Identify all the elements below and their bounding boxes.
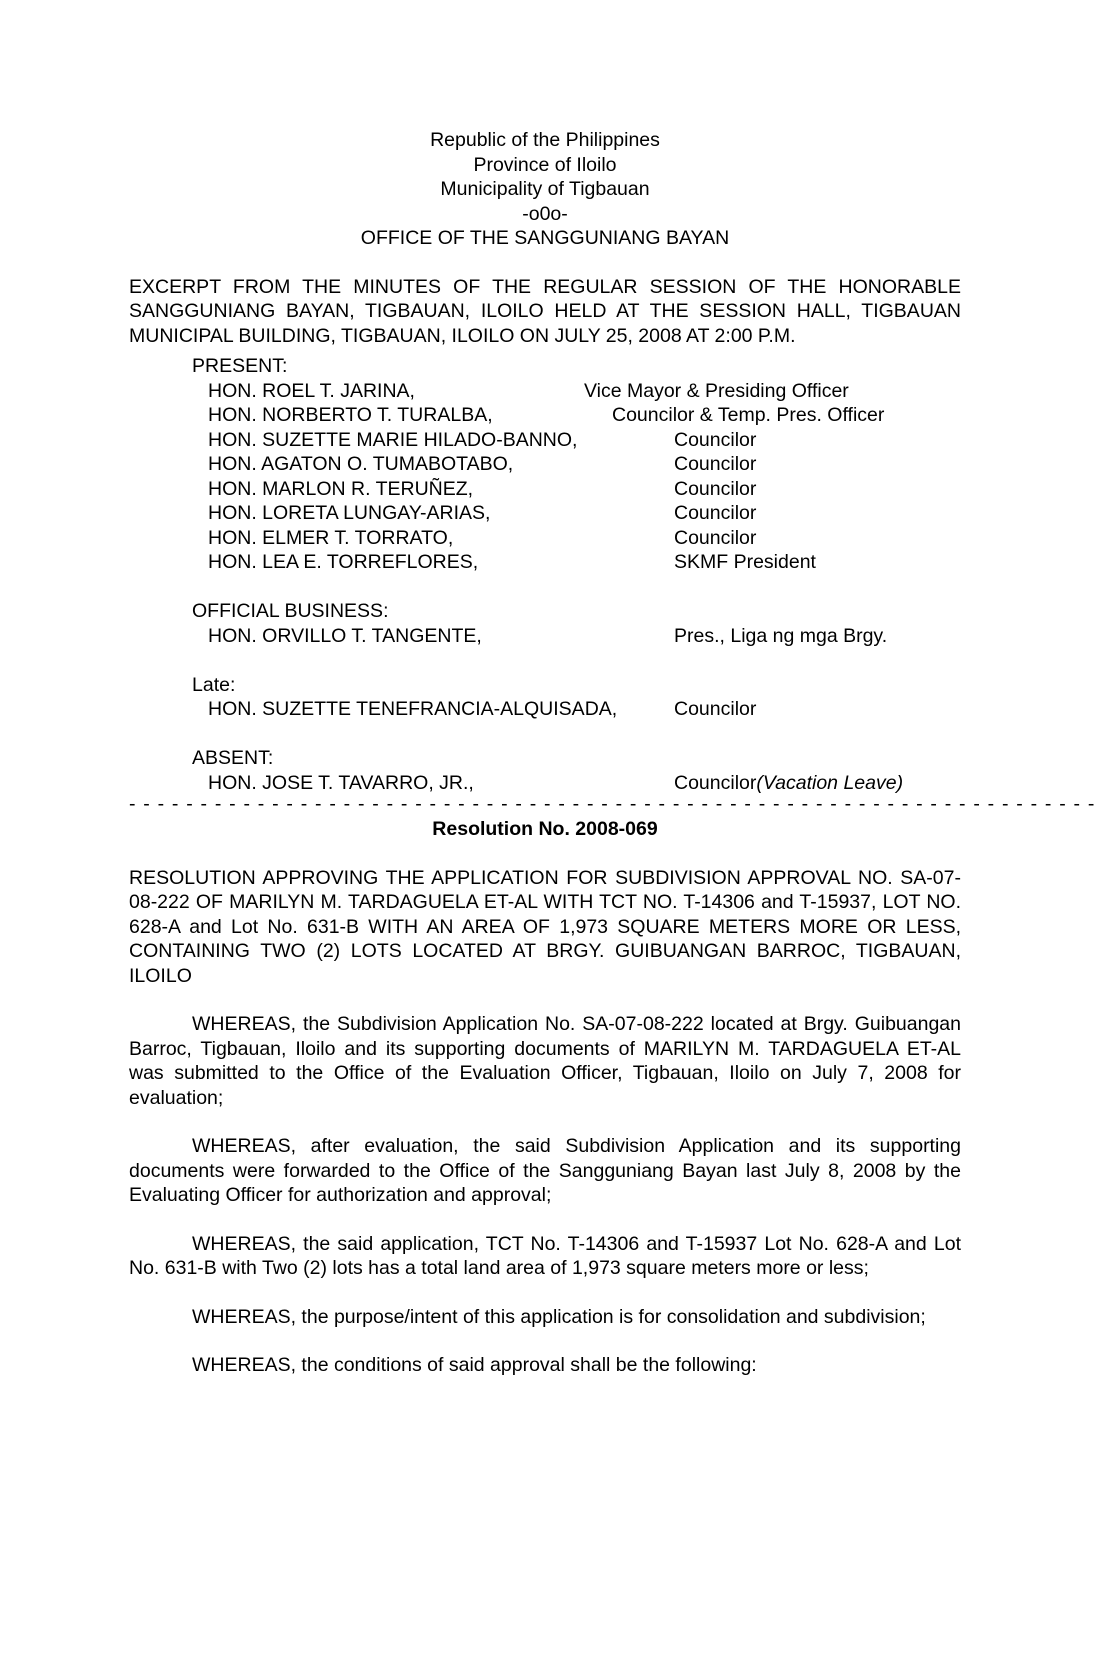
- attendee-row: [192, 771, 961, 796]
- document-content: [129, 128, 1096, 1378]
- attendee-name: HON. SUZETTE TENEFRANCIA-ALQUISADA,: [208, 698, 618, 720]
- attendee-name: HON. MARLON R. TERUÑEZ,: [208, 477, 474, 500]
- attendee-name: HON. SUZETTE MARIE HILADO-BANNO,: [208, 428, 578, 451]
- whereas-paragraph: WHEREAS, the conditions of said approval shall be the following:: [192, 1354, 757, 1376]
- attendee-role: Councilor & Temp. Pres. Officer: [612, 404, 885, 426]
- header-municipality: Municipality of Tigbauan: [440, 178, 650, 200]
- attendee-name: HON. LORETA LUNGAY-ARIAS,: [208, 502, 491, 524]
- attendee-role: Councilor: [674, 698, 757, 720]
- late-label: Late:: [192, 673, 236, 696]
- attendee-role: Councilor: [674, 453, 757, 475]
- attendee-row: [192, 477, 961, 502]
- resolution-number: Resolution No. 2008-069: [432, 818, 658, 840]
- attendee-role: Councilor: [674, 428, 757, 451]
- absent-role: Councilor: [674, 771, 757, 794]
- attendee-row: [192, 697, 961, 722]
- whereas-paragraph: WHEREAS, the said application, TCT No. T-14306 and T-15937 Lot No. 628-A and Lot No. 631-B with Two (2) lots has a total land area of 1,973 square meters more or less;: [129, 1232, 961, 1279]
- attendance-list: [192, 354, 961, 795]
- header-office: OFFICE OF THE SANGGUNIANG BAYAN: [360, 227, 730, 249]
- attendee-name: HON. ROEL T. JARINA,: [208, 379, 415, 402]
- header-ornament: -o0o-: [522, 202, 568, 225]
- header-province: Province of Iloilo: [473, 153, 617, 176]
- whereas-paragraph: WHEREAS, after evaluation, the said Subdivision Application and its supporting documents were forwarded to the Office of the Sangguniang Bayan last July 8, 2008 by the Evaluating Officer for authorization and approval;: [129, 1135, 961, 1206]
- attendee-name: HON. NORBERTO T. TURALBA,: [208, 404, 493, 426]
- attendee-row: [192, 526, 961, 551]
- absent-note: (Vacation Leave): [756, 771, 904, 794]
- header-republic: Republic of the Philippines: [430, 129, 660, 151]
- letterhead: [129, 128, 961, 251]
- attendee-name: HON. LEA E. TORREFLORES,: [208, 551, 479, 573]
- official-business-label: OFFICIAL BUSINESS:: [192, 600, 389, 622]
- attendee-row: [192, 501, 961, 526]
- attendee-row: [192, 428, 961, 453]
- separator-line: - - - - - - - - - - - - - - - - - - - - - - - - - - - - - - - - - - - - - - - - - - - - - - - - - - - - - - - - - - - - - - - - - - - -: [129, 793, 1096, 815]
- attendee-row: [192, 550, 961, 575]
- excerpt-paragraph: EXCERPT FROM THE MINUTES OF THE REGULAR SESSION OF THE HONORABLE SANGGUNIANG BAYAN, TIGBAUAN, ILOILO HELD AT THE SESSION HALL, TIGBAUAN MUNICIPAL BUILDING, TIGBAUAN, ILOILO ON JULY 25, 2008 AT 2:00 P.M.: [129, 275, 961, 347]
- attendee-role: SKMF President: [674, 551, 816, 573]
- resolution-title: RESOLUTION APPROVING THE APPLICATION FOR SUBDIVISION APPROVAL NO. SA-07-08-222 OF MARILYN M. TARDAGUELA ET-AL WITH TCT NO. T-14306 and T-15937, LOT NO. 628-A and Lot No. 631-B WITH AN AREA OF 1,973 SQUARE METERS MORE OR LESS, CONTAINING TWO (2) LOTS LOCATED AT BRGY. GUIBUANGAN BARROC, TIGBAUAN, ILOILO: [129, 866, 961, 987]
- attendee-role: Pres., Liga ng mga Brgy.: [674, 624, 888, 647]
- attendee-role: [674, 771, 903, 796]
- attendee-role: Councilor: [674, 526, 757, 549]
- attendee-row: [192, 452, 961, 477]
- attendee-name: HON. ORVILLO T. TANGENTE,: [208, 624, 482, 647]
- attendee-role: Councilor: [674, 477, 757, 500]
- attendee-role: Councilor: [674, 502, 757, 524]
- attendee-name: HON. AGATON O. TUMABOTABO,: [208, 453, 514, 475]
- absent-label: ABSENT:: [192, 747, 274, 769]
- attendee-role: Vice Mayor & Presiding Officer: [584, 379, 849, 402]
- attendee-name: HON. ELMER T. TORRATO,: [208, 526, 454, 549]
- whereas-paragraph: WHEREAS, the Subdivision Application No. SA-07-08-222 located at Brgy. Guibuangan Barroc, Tigbauan, Iloilo and its supporting documents of MARILYN M. TARDAGUELA ET-AL was submitted to the Office of the Evaluation Officer, Tigbauan, Iloilo on July 7, 2008 for evaluation;: [129, 1013, 961, 1109]
- attendee-row: [192, 403, 961, 428]
- attendee-row: [192, 379, 961, 404]
- present-label: PRESENT:: [192, 355, 288, 377]
- attendee-row: [192, 624, 961, 649]
- whereas-paragraph: WHEREAS, the purpose/intent of this application is for consolidation and subdivision;: [192, 1305, 926, 1328]
- attendee-name: HON. JOSE T. TAVARRO, JR.,: [208, 771, 474, 794]
